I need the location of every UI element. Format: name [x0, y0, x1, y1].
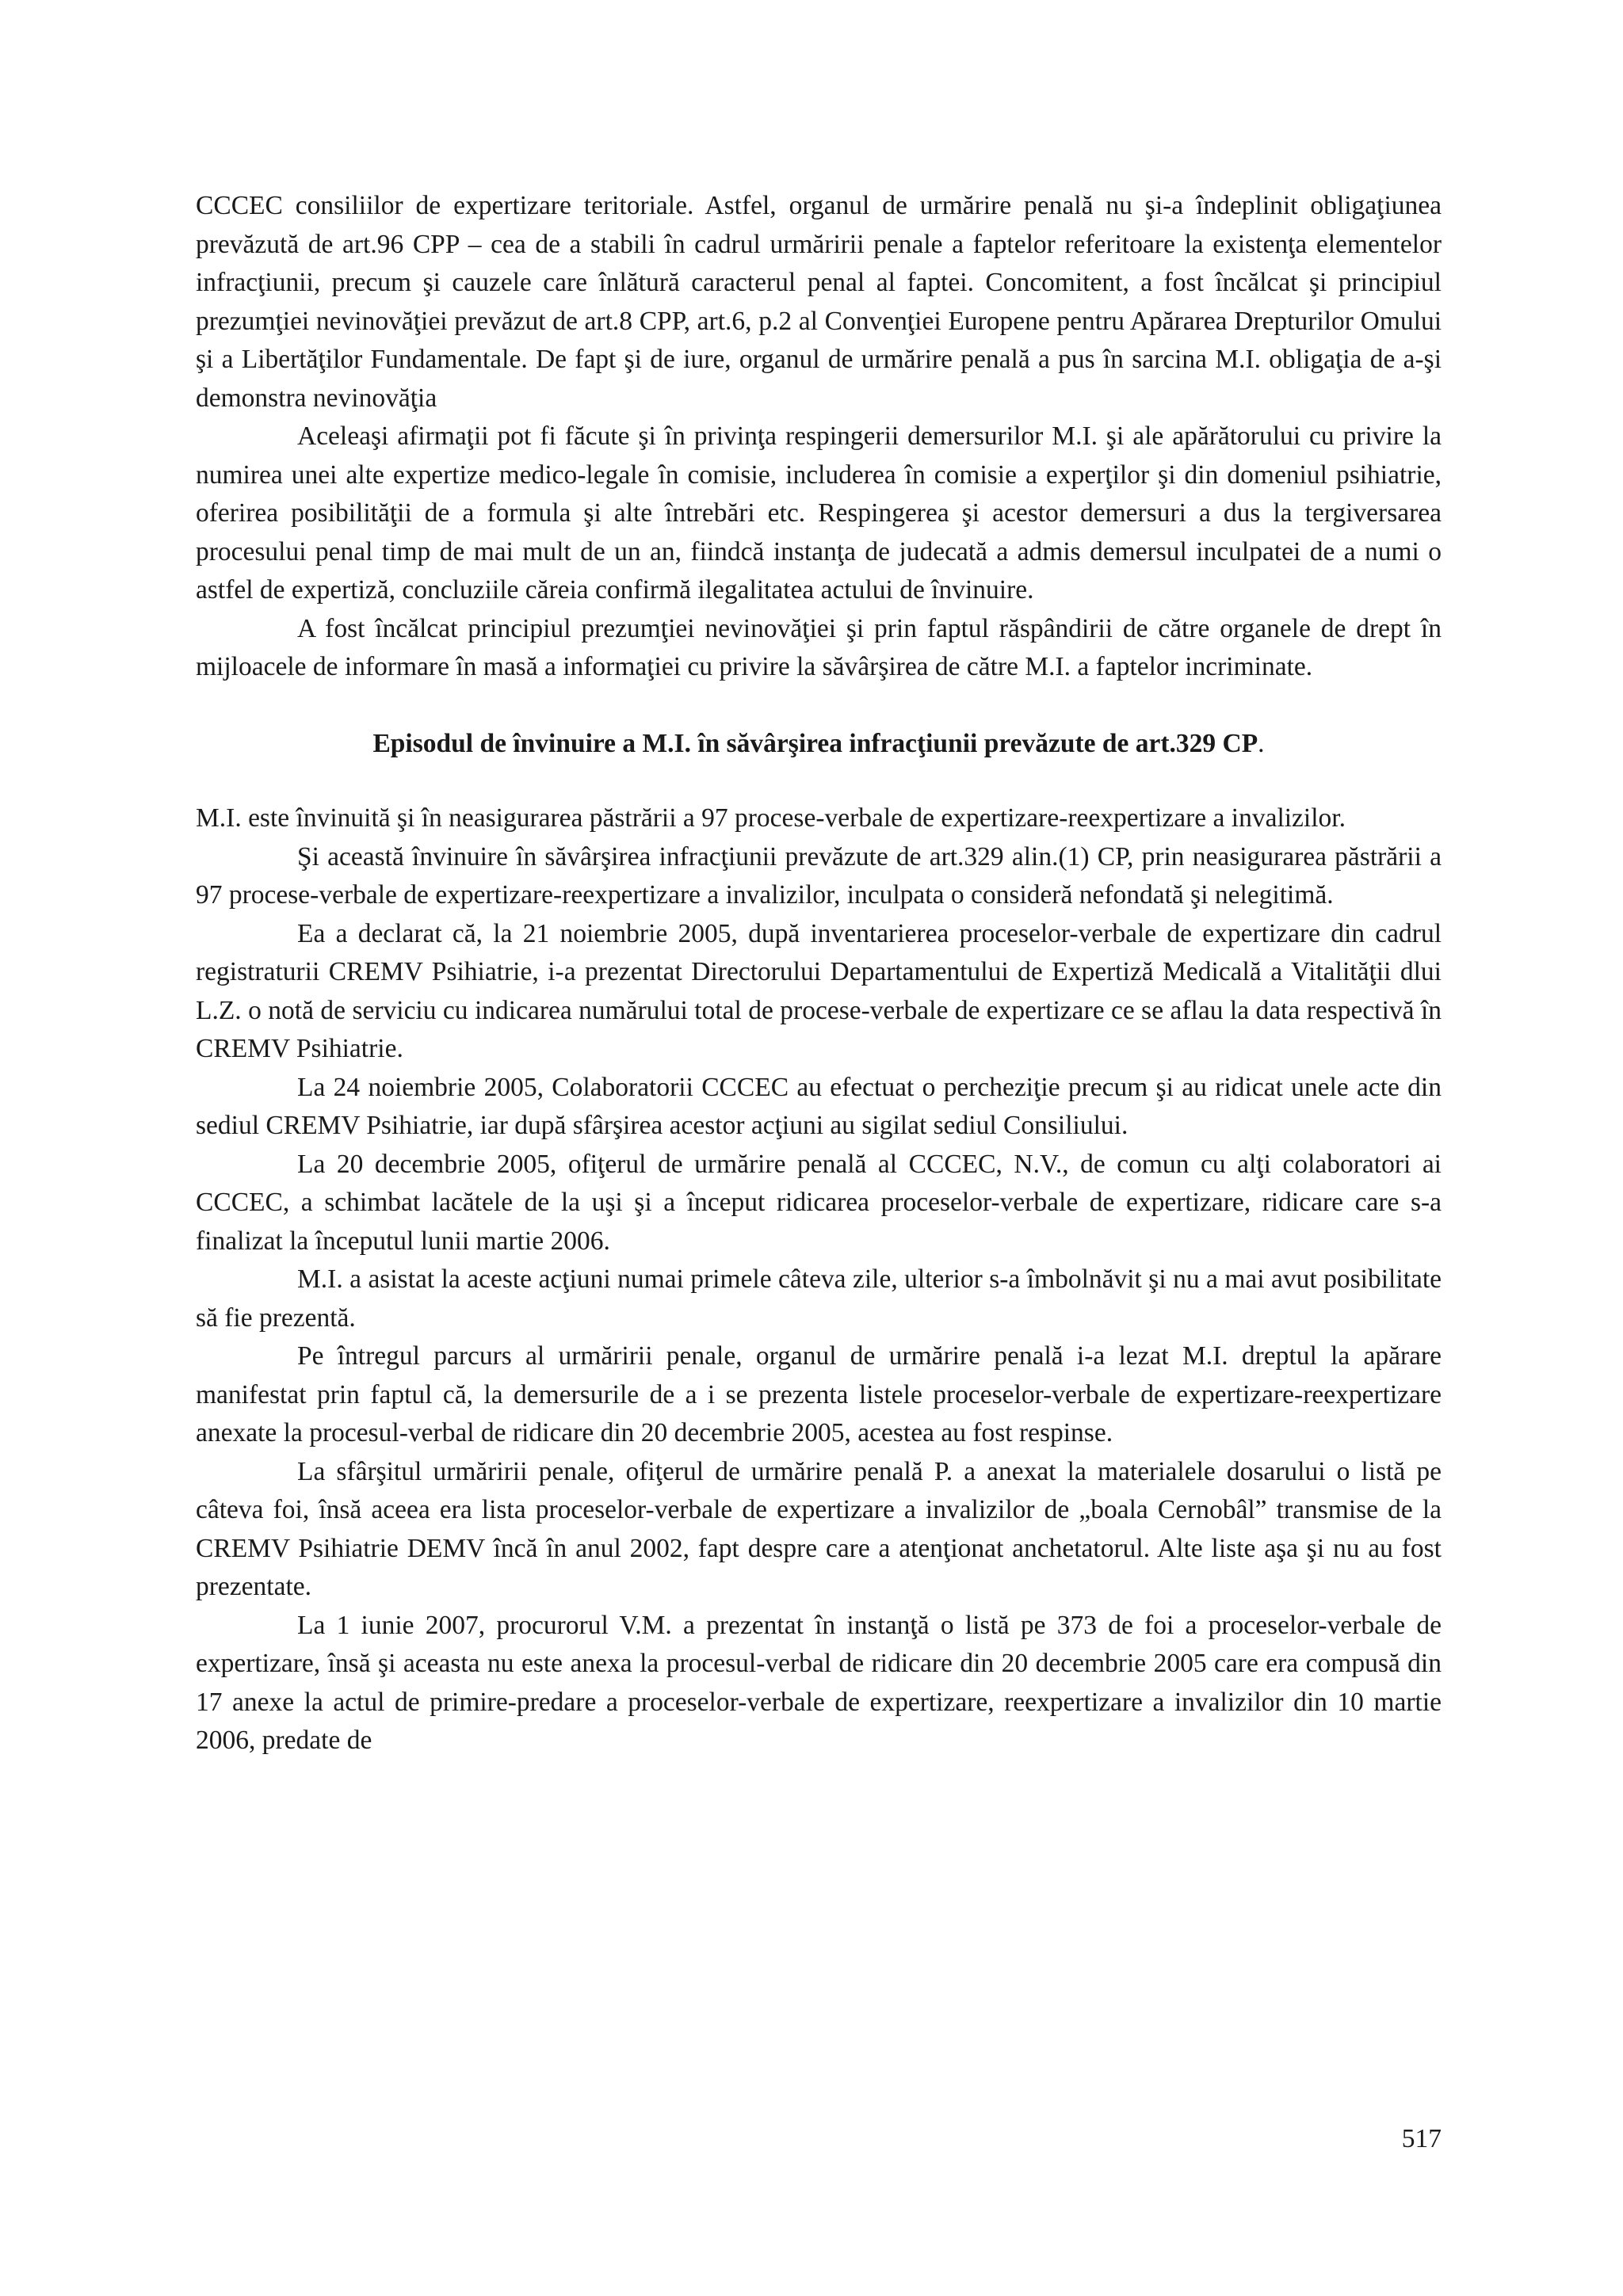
paragraph: M.I. a asistat la aceste acţiuni numai primele câteva zile, ulterior s-a îmbolnăvit şi nu a mai avut posibilitate să fie prezentă. — [196, 1264, 1442, 1333]
section-heading — [196, 725, 1442, 764]
paragraph: La 20 decembrie 2005, ofiţerul de urmărire penală al CCCEC, N.V., de comun cu alţi colaboratori ai CCCEC, a schimbat lacătele de la uşi şi a început ridicarea proceselor-verbale de expertizare, ridicare care s-a finalizat la începutul lunii martie 2006. — [196, 1149, 1442, 1256]
paragraph: Şi această învinuire în săvârşirea infracţiunii prevăzute de art.329 alin.(1) CP, prin neasigurarea păstrării a 97 procese-verbale de expertizare-reexpertizare a invalizilor, inculpata o consideră nefondată şi nelegitimă. — [196, 841, 1442, 910]
paragraph: Aceleaşi afirmaţii pot fi făcute şi în privinţa respingerii demersurilor M.I. şi ale apărătorului cu privire la numirea unei alte expertize medico-legale în comisie, includerea în comisie a experţilor şi din domeniul psihiatrie, oferirea posibilităţii de a formula şi alte întrebări etc. Respingerea şi acestor demersuri a dus la tergiversarea procesului penal timp de mai mult de un an, fiindcă instanţa de judecată a admis demersul inculpatei de a numi o astfel de expertiză, concluziile căreia confirmă ilegalitatea actului de învinuire. — [196, 421, 1442, 605]
section-heading-text: Episodul de învinuire a M.I. în săvârşirea infracţiunii prevăzute de art.329 CP — [372, 728, 1258, 758]
paragraph: Pe întregul parcurs al urmăririi penale, organul de urmărire penală i-a lezat M.I. dreptul la apărare manifestat prin faptul că, la demersurile de a i se prezenta listele proceselor-verbale de expertizare-reexpertizare anexate la procesul-verbal de ridicare din 20 decembrie 2005, acestea au fost respinse. — [196, 1341, 1442, 1447]
paragraph: La 24 noiembrie 2005, Colaboratorii CCCEC au efectuat o percheziţie precum şi au ridicat unele acte din sediul CREMV Psihiatrie, iar după sfârşirea acestor acţiuni au sigilat sediul Consiliului. — [196, 1072, 1442, 1140]
paragraph: A fost încălcat principiul prezumţiei nevinovăţiei şi prin faptul răspândirii de către organele de drept în mijloacele de informare în masă a informaţiei cu privire la săvârşirea de către M.I. a faptelor incriminate. — [196, 613, 1442, 681]
page-number: 517 — [1401, 2124, 1442, 2153]
paragraph: Ea a declarat că, la 21 noiembrie 2005, după inventarierea proceselor-verbale de expertizare din cadrul registraturii CREMV Psihiatrie, i-a prezentat Directorului Departamentului de Expertiză Medicală a Vitalităţii dlui L.Z. o notă de serviciu cu indicarea numărului total de procese-verbale de expertizare ce se aflau la data respectivă în CREMV Psihiatrie. — [196, 918, 1442, 1063]
paragraph: La 1 iunie 2007, procurorul V.M. a prezentat în instanţă o listă pe 373 de foi a proceselor-verbale de expertizare, însă şi aceasta nu este anexa la procesul-verbal de ridicare din 20 decembrie 2005 care era compusă din 17 anexe la actul de primire-predare a proceselor-verbale de expertizare, reexpertizare a invalizilor din 10 martie 2006, predate de — [196, 1610, 1442, 1755]
paragraph: La sfârşitul urmăririi penale, ofiţerul de urmărire penală P. a anexat la materialele dosarului o listă pe câteva foi, însă aceea era lista proceselor-verbale de expertizare a invalizilor de „boala Cernobâl” transmise de la CREMV Psihiatrie DEMV încă în anul 2002, fapt despre care a atenţionat anchetatorul. Alte liste aşa şi nu au fost prezentate. — [196, 1456, 1442, 1601]
page-body — [196, 187, 1442, 1760]
section-heading-period: . — [1258, 728, 1265, 758]
paragraph: M.I. este învinuită şi în neasigurarea păstrării a 97 procese-verbale de expertizare-reexpertizare a invalizilor. — [196, 803, 1346, 833]
paragraph: CCCEC consiliilor de expertizare teritoriale. Astfel, organul de urmărire penală nu şi-a îndeplinit obligaţiunea prevăzută de art.96 CPP – cea de a stabili în cadrul urmăririi penale a faptelor referitoare la existenţa elementelor infracţiunii, precum şi cauzele care înlătură caracterul penal al faptei. Concomitent, a fost încălcat şi principiul prezumţiei nevinovăţiei prevăzut de art.8 CPP, art.6, p.2 al Convenţiei Europene pentru Apărarea Drepturilor Omului şi a Libertăţilor Fundamentale. De fapt şi de iure, organul de urmărire penală a pus în sarcina M.I. obligaţia de a-şi demonstra nevinovăţia — [196, 191, 1442, 413]
